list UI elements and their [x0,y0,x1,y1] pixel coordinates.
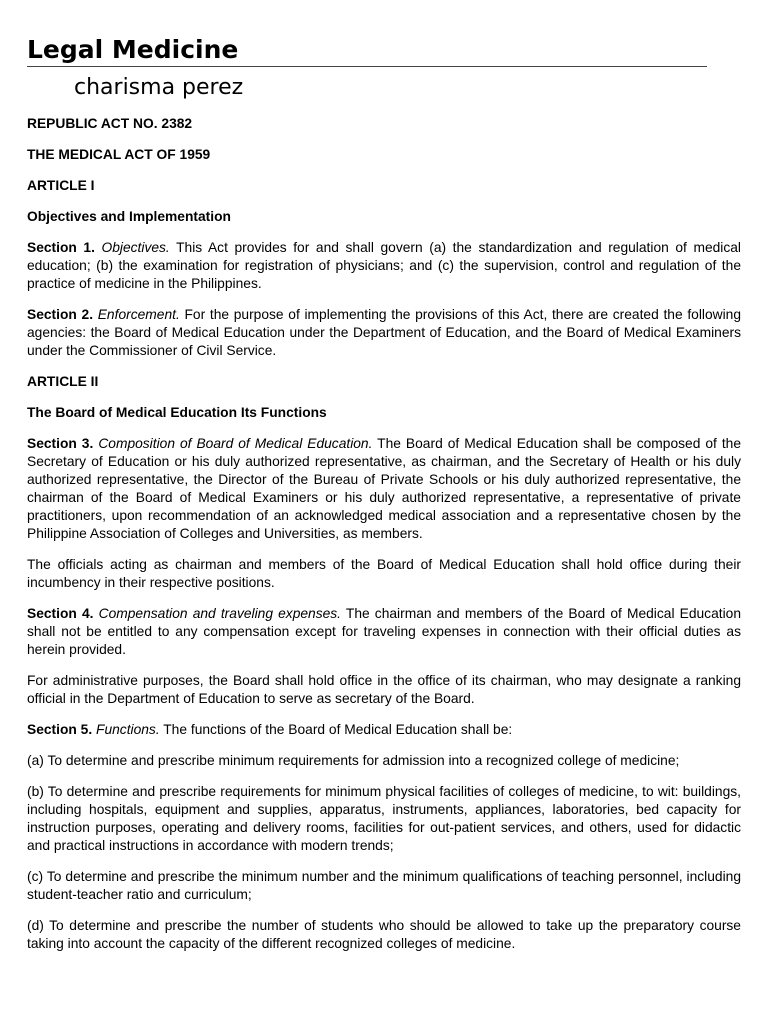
section-text: The Board of Medical Education shall be composed of the Secretary of Education or his duly authorized representative, as chairman, and the Secretary of Health or his duly authorized representative, the Director of the Bureau of Private Schools or his duly authorized representative, the chairman of the Board of Medical Examiners or his duly authorized representative, a representative of private practitioners, upon recommendation of an acknowledged medical association and a representative chosen by the Philippine Association of Colleges and Universities, as members. [27,436,742,541]
section-subtitle: Objectives. [101,240,170,255]
section-2 [27,306,741,360]
section-subtitle: Enforcement. [97,307,180,322]
function-b: (b) To determine and prescribe requirements for minimum physical facilities of colleges of medicine, to wit: buildings, including hospitals, equipment and supplies, apparatus, instruments, appliances, laboratories, bed capacity for instruction purposes, operating and delivery rooms, facilities for out-patient services, and others, used for didactic and practical instructions in accordance with modern trends; [27,784,741,853]
act-number: REPUBLIC ACT NO. 2382 [27,116,193,131]
title-underline [27,66,707,67]
section-number: Section 3. [27,436,94,451]
section-number: Section 1. [27,240,95,255]
section-subtitle: Composition of Board of Medical Education. [98,436,373,451]
officials-paragraph: The officials acting as chairman and members of the Board of Medical Education shall hold office during their incumbency in their respective positions. [27,557,741,590]
section-text: For the purpose of implementing the provisions of this Act, there are created the following agencies: the Board of Medical Education under the Department of Education, and the Board of Medical Examiners under the Commissioner of Civil Service. [27,307,741,358]
section-number: Section 2. [27,307,94,322]
function-a: (a) To determine and prescribe minimum requirements for admission into a recognized college of medicine; [27,753,680,768]
article-1-heading: ARTICLE I [27,178,95,193]
section-text: The chairman and members of the Board of Medical Education shall not be entitled to any compensation except for traveling expenses in connection with their official duties as herein provided. [27,606,742,657]
section-5 [27,721,741,739]
section-3 [27,435,741,543]
section-text: This Act provides for and shall govern (a) the standardization and regulation of medical education; (b) the examination for registration of physicians; and (c) the supervision, control and regulation of the practice of medicine in the Philippines. [27,240,742,291]
section-number: Section 5. [27,722,93,737]
article-1-title: Objectives and Implementation [27,209,231,224]
author-name: charisma perez [74,75,244,100]
article-2-title: The Board of Medical Education Its Functions [27,405,327,420]
section-1 [27,239,741,293]
act-title: THE MEDICAL ACT OF 1959 [27,147,211,162]
section-4 [27,605,741,659]
function-c: (c) To determine and prescribe the minimum number and the minimum qualifications of teaching personnel, including student-teacher ratio and curriculum; [27,869,741,902]
document-title: Legal Medicine [27,35,239,64]
article-2-heading: ARTICLE II [27,374,99,389]
section-subtitle: Compensation and traveling expenses. [98,606,342,621]
section-text: The functions of the Board of Medical Education shall be: [159,722,513,737]
document-body [27,115,741,966]
administrative-paragraph: For administrative purposes, the Board shall hold office in the office of its chairman, who may designate a ranking official in the Department of Education to serve as secretary of the Board. [27,673,741,706]
section-number: Section 4. [27,606,94,621]
function-d: (d) To determine and prescribe the number of students who should be allowed to take up the preparatory course taking into account the capacity of the different recognized colleges of medicine. [27,918,741,951]
section-subtitle: Functions. [96,722,160,737]
